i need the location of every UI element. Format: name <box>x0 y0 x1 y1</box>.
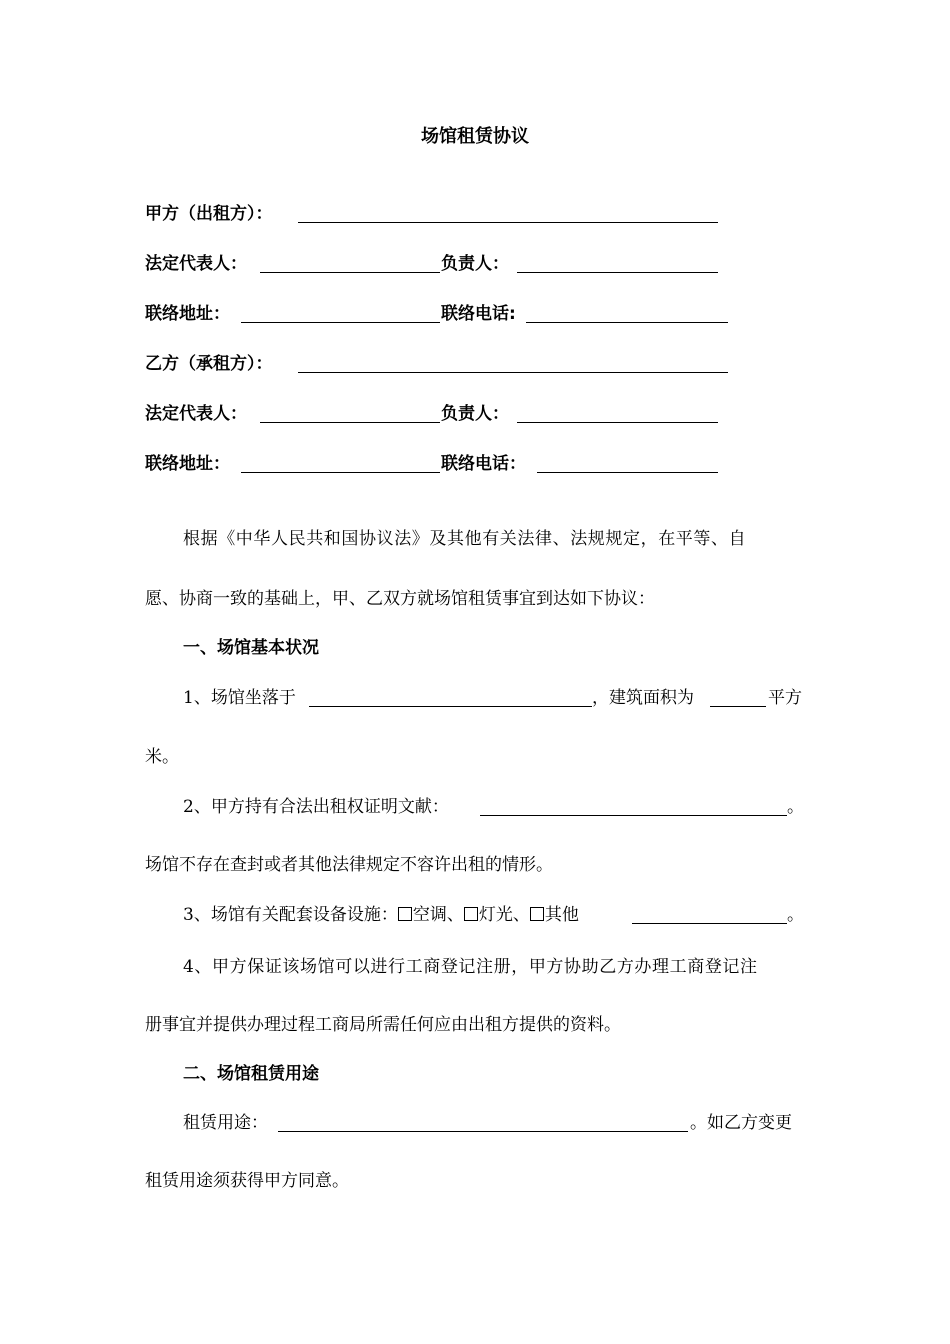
item-3-end: 。 <box>787 905 804 925</box>
item-2-label: 2、甲方持有合法出租权证明文献： <box>183 797 449 817</box>
party-b-rep-blank[interactable] <box>260 422 440 423</box>
venue-location-blank[interactable] <box>309 706 592 707</box>
intro-line-1: 根据《中华人民共和国协议法》及其他有关法律、法规规定，在平等、自 <box>183 529 747 549</box>
section-1-heading: 一、场馆基本状况 <box>183 638 319 658</box>
party-b-address-blank[interactable] <box>241 472 440 473</box>
item-1-unit-cont: 米。 <box>145 747 179 767</box>
other-label: 其他 <box>544 905 579 925</box>
party-a-phone-label: 联络电话: <box>441 304 516 324</box>
party-a-rep-label: 法定代表人： <box>145 254 247 274</box>
item-2-note: 场馆不存在查封或者其他法律规定不容许出租的情形。 <box>145 855 553 875</box>
item-1-unit: 平方 <box>768 688 802 708</box>
venue-area-blank[interactable] <box>710 706 766 707</box>
certificate-blank[interactable] <box>480 815 787 816</box>
party-a-address-label: 联络地址： <box>145 304 230 324</box>
party-a-person-blank[interactable] <box>517 272 718 273</box>
party-b-person-label: 负责人： <box>441 404 509 424</box>
aircon-label: 空调、 <box>412 905 464 925</box>
party-a-address-blank[interactable] <box>241 322 440 323</box>
use-consent-text: 租赁用途须获得甲方同意。 <box>145 1171 349 1191</box>
use-change-text: 。如乙方变更 <box>690 1113 792 1133</box>
item-3 <box>183 904 579 926</box>
party-b-address-label: 联络地址： <box>145 454 230 474</box>
lighting-checkbox[interactable] <box>464 907 478 921</box>
use-label: 租赁用途： <box>183 1113 268 1133</box>
document-title: 场馆租赁协议 <box>421 126 529 147</box>
party-b-label: 乙方（承租方）： <box>145 354 273 374</box>
other-equipment-blank[interactable] <box>632 923 787 924</box>
party-b-rep-label: 法定代表人： <box>145 404 247 424</box>
use-purpose-blank[interactable] <box>278 1131 688 1132</box>
item-4-line-1: 4、甲方保证该场馆可以进行工商登记注册，甲方协助乙方办理工商登记注 <box>183 957 758 977</box>
party-a-label: 甲方（出租方）： <box>145 204 273 224</box>
party-b-person-blank[interactable] <box>517 422 718 423</box>
item-2-end: 。 <box>787 797 804 817</box>
item-4-line-2: 册事宜并提供办理过程工商局所需任何应由出租方提供的资料。 <box>145 1015 621 1035</box>
party-b-phone-blank[interactable] <box>537 472 718 473</box>
party-a-phone-blank[interactable] <box>526 322 728 323</box>
lighting-label: 灯光、 <box>478 905 530 925</box>
party-b-blank[interactable] <box>298 372 728 373</box>
item-1-label: 1、场馆坐落于 <box>183 688 296 708</box>
party-a-person-label: 负责人： <box>441 254 509 274</box>
party-b-phone-label: 联络电话： <box>441 454 526 474</box>
item-1-area-label: ，建筑面积为 <box>592 688 694 708</box>
section-2-heading: 二、场馆租赁用途 <box>183 1064 319 1084</box>
party-a-rep-blank[interactable] <box>260 272 440 273</box>
other-checkbox[interactable] <box>530 907 544 921</box>
party-a-blank[interactable] <box>298 222 718 223</box>
aircon-checkbox[interactable] <box>398 907 412 921</box>
item-3-label: 3、场馆有关配套设备设施： <box>183 905 398 925</box>
intro-line-2: 愿、协商一致的基础上，甲、乙双方就场馆租赁事宜到达如下协议： <box>145 589 655 609</box>
